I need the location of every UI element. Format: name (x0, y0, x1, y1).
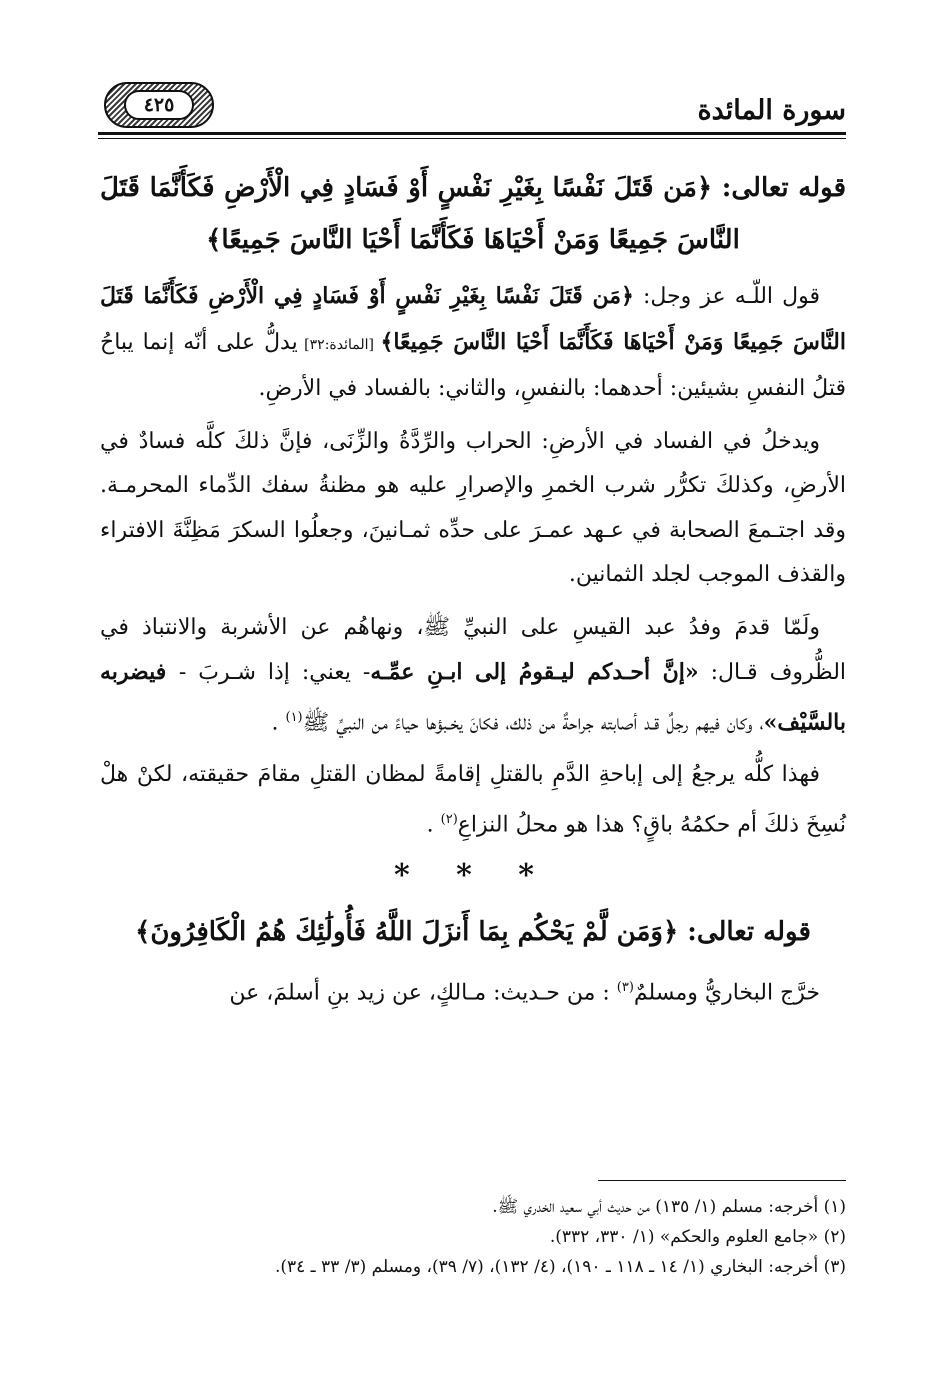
page-body (100, 152, 846, 1023)
footnote-marker-2[interactable]: (٢) (440, 811, 458, 827)
paragraph-2: ويدخلُ في الفساد في الأرضِ: الحراب والرِّدَّةُ والزِّنَى، فإنَّ ذلكَ كلَّه فسادٌ في الأرضِ، وكذلكَ تكرُّر شرب الخمرِ والإصرارِ عليه هو مظنةُ سفك الدِّماء المحرمـة. وقد اجتـمعَ الصحابة في عـهد عمـرَ على حدِّه ثمـانينَ، وجعلُوا السكرَ مَظِنَّةَ الافتراء والقذف الموجب لجلد الثمانين. (100, 428, 846, 587)
paragraph-1 (100, 274, 846, 412)
p3-end: ، وكان فيهم رجلٌ قـد أصابته جراحةٌ من ذلك، فكانَ يخـبؤها حياءً من النبيِّ ﷺ (302, 709, 764, 735)
p1-quote: ﴿مَن قَتَلَ نَفْسًا بِغَيْرِ نَفْسٍ أَوْ فَسَادٍ فِي الْأَرْضِ فَكَأَنَّمَا قَتَلَ النَّاسَ جَمِيعًا وَمَنْ أَحْيَاهَا فَكَأَنَّمَا أَحْيَا النَّاسَ جَمِيعًا﴾ (100, 283, 846, 355)
p4-tail: . (426, 812, 441, 838)
p3-tail: . (271, 709, 286, 735)
footnote-marker-3[interactable]: (٣) (616, 979, 634, 995)
p3-hadith-1: «إنَّ أحـدكم ليـقومُ إلى ابـنِ عمِّـه (370, 659, 699, 685)
page-number: ٤٢٥ (124, 90, 194, 120)
p5-start: خرَّج البخاريُّ ومسلمٌ (633, 979, 820, 1005)
verse-heading-1: قوله تعالى: ﴿مَن قَتَلَ نَفْسًا بِغَيْرِ نَفْسٍ أَوْ فَسَادٍ فِي الْأَرْضِ فَكَأَنَّمَا قَتَلَ النَّاسَ جَمِيعًا وَمَنْ أَحْيَاهَا فَكَأَنَّمَا أَحْيَا النَّاسَ جَمِيعًا﴾ (100, 173, 846, 255)
surah-title: سورة المائدة (697, 95, 846, 126)
paragraph-5 (100, 966, 846, 1016)
p1-start: قول اللّـه عز وجل: (633, 284, 820, 309)
footnotes (100, 1192, 846, 1282)
footnote-2: (٢) «جامع العلوم والحكم» (١/ ٣٣٠، ٣٣٢). (549, 1227, 846, 1247)
footnote-divider (598, 1180, 846, 1181)
page-header (98, 82, 846, 138)
footnote-3: (٣) أخرجه: البخاري (١/ ١٤ ـ ١١٨ ـ ١٩٠)، (٤/ ١٣٢)، (٧/ ٣٩)، ومسلم (٣/ ٣٣ ـ ٣٤). (274, 1257, 846, 1277)
page-number-badge (104, 82, 214, 128)
verse-heading-2: قوله تعالى: ﴿وَمَن لَّمْ يَحْكُم بِمَا أَنزَلَ اللَّهُ فَأُولَٰئِكَ هُمُ الْكَافِرُونَ﴾ (135, 916, 811, 947)
paragraph-4 (100, 753, 846, 847)
p1-end: يدلُّ على أنّه إنما يباحُ قتلُ النفسِ بشيئين: أحدهما: بالنفسِ، والثاني: بالفساد في الأرضِ. (100, 329, 846, 401)
header-rule-thick (98, 132, 846, 135)
paragraph-3 (100, 606, 846, 746)
p3-middle: - يعني: إذا شـربَ - (178, 660, 371, 685)
header-rule-thin (98, 138, 846, 139)
section-separator: * * * (394, 857, 552, 893)
p3-hadith-2: فيضربه بالسَّيْف» (100, 659, 846, 735)
p5-end: : من حـديث: مـالكٍ، عن زيد بنِ أسلمَ، عن (229, 979, 617, 1005)
p3-start: ولَمّا قدمَ وفدُ عبد القيسِ على النبيِّ ﷺ، ونهاهُم عن الأشربة والانتباذ في الظُّروف قـال: (100, 614, 847, 685)
footnote-marker-1[interactable]: (١) (285, 709, 303, 725)
p4-start: فهذا كلُّه يرجعُ إلى إباحةِ الدَّمِ بالقتلِ إقامةً لمظان القتلِ مقامَ حقيقته، لكنْ هلْ نُسِخَ ذلكَ أم حكمُهُ باقٍ؟ هذا هو محلُ النزاعِ (100, 762, 846, 838)
p1-reference: [المائدة:٣٢] (297, 336, 381, 353)
footnote-1: (١) أخرجه: مسلم (١/ ١٣٥) من حديث أبي سعيد الخدري ﷺ. (492, 1197, 846, 1217)
